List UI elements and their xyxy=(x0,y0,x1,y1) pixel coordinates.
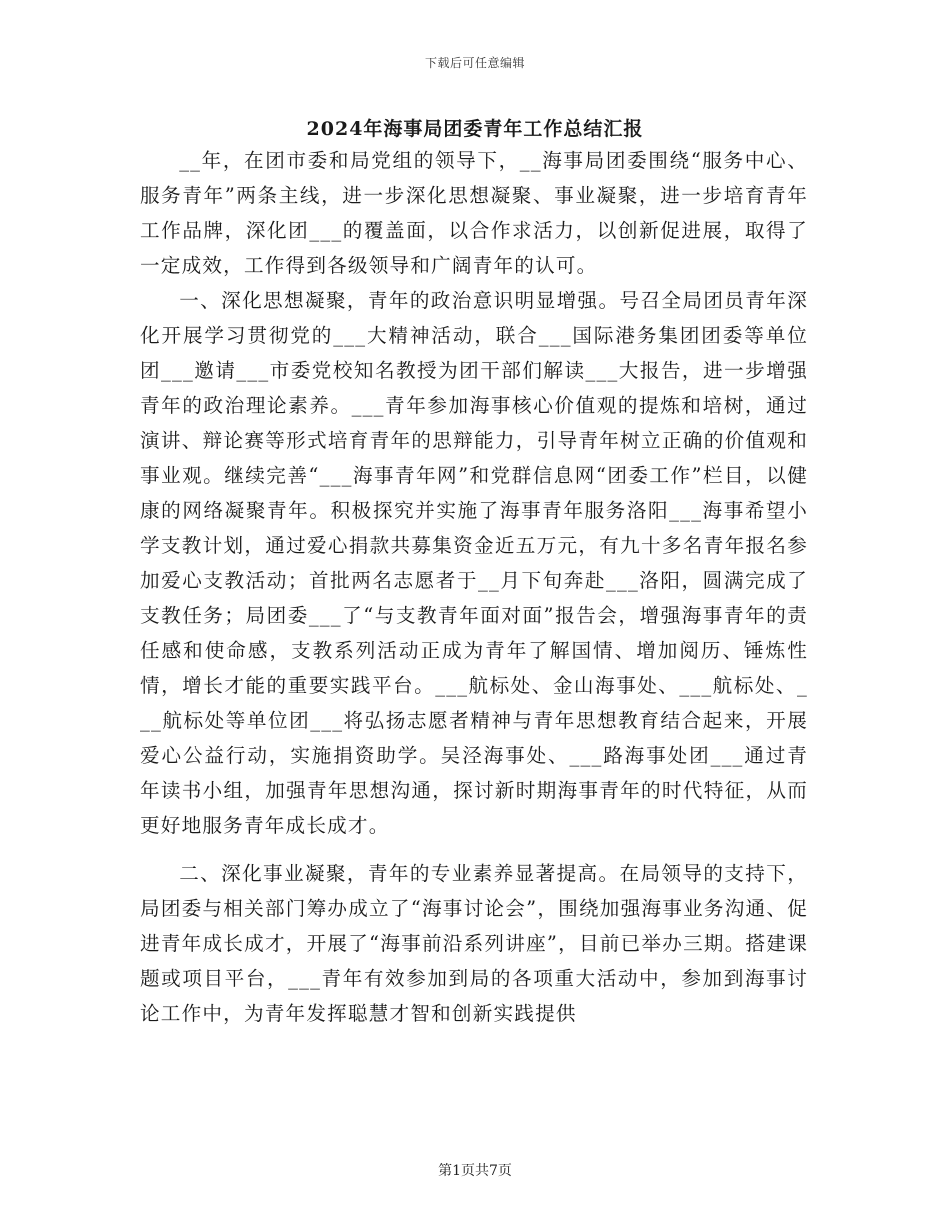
paragraph-intro: __年，在团市委和局党组的领导下，__海事局团委围绕“服务中心、服务青年”两条主线，进一步深化思想凝聚、事业凝聚，进一步培育青年工作品牌，深化团___的覆盖面，以合作求活力，以创新促进展，取得了一定成效，工作得到各级领导和广阔青年的认可。 xyxy=(140,149,808,277)
document-body xyxy=(140,143,808,1031)
page-number: 第1页共7页 xyxy=(438,1163,512,1179)
paragraph-section-1: 一、深化思想凝聚，青年的政治意识明显增强。号召全局团员青年深化开展学习贯彻党的___大精神活动，联合___国际港务集团团委等单位团___邀请___市委党校知名教授为团干部们解读___大报告，进一步增强青年的政治理论素养。___青年参加海事核心价值观的提炼和培树，通过演讲、辩论赛等形式培育青年的思辩能力，引导青年树立正确的价值观和事业观。继续完善“___海事青年网”和党群信息网“团委工作”栏目，以健康的网络凝聚青年。积极探究并实施了海事青年服务洛阳___海事希望小学支教计划，通过爱心捐款共募集资金近五万元，有九十多名青年报名参加爱心支教活动；首批两名志愿者于__月下旬奔赴___洛阳，圆满完成了支教任务；局团委___了“与支教青年面对面”报告会，增强海事青年的责任感和使命感，支教系列活动正成为青年了解国情、增加阅历、锤炼性情，增长才能的重要实践平台。___航标处、金山海事处、___航标处、___航标处等单位团___将弘扬志愿者精神与青年思想教育结合起来，开展爱心公益行动，实施捐资助学。吴泾海事处、___路海事处团___通过青年读书小组，加强青年思想沟通，探讨新时期海事青年的时代特征，从而更好地服务青年成长成才。 xyxy=(140,289,808,837)
document-title: 2024年海事局团委青年工作总结汇报 xyxy=(306,118,644,140)
header-note: 下载后可任意编辑 xyxy=(424,56,525,70)
paragraph-section-2: 二、深化事业凝聚，青年的专业素养显著提高。在局领导的支持下，局团委与相关部门筹办成立了“海事讨论会”，围绕加强海事业务沟通、促进青年成长成才，开展了“海事前沿系列讲座”，目前已举办三期。搭建课题或项目平台，___青年有效参加到局的各项重大活动中，参加到海事讨论工作中，为青年发挥聪慧才智和创新实践提供 xyxy=(140,862,808,1025)
